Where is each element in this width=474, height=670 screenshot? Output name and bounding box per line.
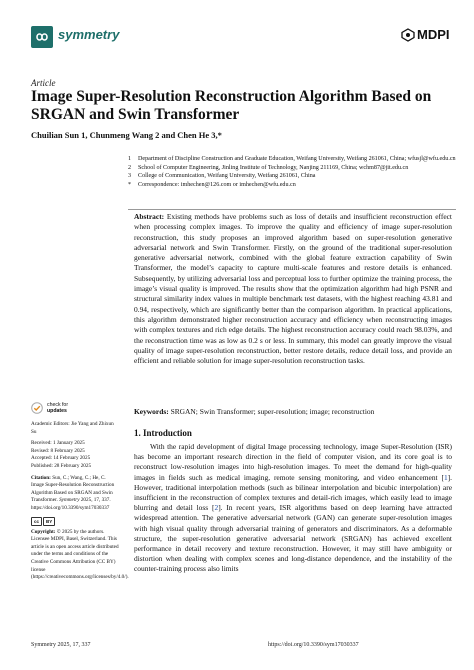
affiliation-number: 2 — [128, 164, 132, 171]
date-accepted: Accepted: 14 February 2025 — [31, 455, 91, 462]
article-type: Article — [31, 78, 56, 88]
journal-name: symmetry — [58, 27, 120, 42]
journal-logo-icon — [31, 26, 53, 48]
keywords-label: Keywords: — [134, 407, 169, 416]
affiliation-number: 1 — [128, 156, 132, 162]
copyright — [31, 517, 129, 582]
correspondence-text: Correspondence: imhechen@126.com or imhechen@wfu.edu.cn — [138, 181, 296, 188]
keywords-text: SRGAN; Swin Transformer; super-resolution; image; reconstruction — [170, 407, 375, 416]
intro-text-1: With the rapid development of digital Image processing technology, image Super-Resolution (ISR) has become an important research direction in the field of computer vision, and its core goal is to reconstruct low-resolution images into high-resolution images. To meet the demand for high-quality images in fields such as medical imaging, remote sensing monitoring, and video enhancement [ — [134, 442, 452, 482]
cc-icon: cc — [31, 517, 42, 526]
affiliation-text: Department of Discipline Construction and Graduate Education, Weifang University, Weifang 261061, China; wfusjl@wfu.edu.cn — [138, 156, 456, 162]
dates — [31, 440, 119, 470]
citation-doi[interactable]: 2025, 17, 337. https://doi.org/10.3390/sym17030337 — [31, 497, 111, 511]
mdpi-logo-icon — [401, 28, 415, 42]
divider — [128, 209, 456, 210]
citation — [31, 475, 119, 513]
cc-by-license-icon[interactable] — [31, 517, 119, 526]
by-icon: BY — [43, 517, 55, 526]
mdpi-logo — [401, 27, 450, 42]
paper-title: Image Super-Resolution Reconstruction Algorithm Based on SRGAN and Swin Transformer — [31, 88, 432, 123]
footer-journal-ref: Symmetry 2025, 17, 337 — [31, 642, 91, 648]
authors-text: Chuilian Sun 1, Chunmeng Wang 2 and Chen He 3,* — [31, 130, 222, 140]
abstract — [134, 212, 452, 366]
copyright-label: Copyright: — [31, 528, 56, 535]
check-updates-line2: updates — [47, 408, 67, 414]
affiliation-text: College of Communication, Weifang University, Weifang 261061, China — [138, 173, 316, 180]
citation-text: Sun, C.; Wang, C.; He, C. Image Super-Resolution Reconstruction Algorithm Based on SRGAN and Swin Transformer. — [31, 474, 115, 504]
reference-link-1[interactable]: 1 — [443, 472, 448, 482]
abstract-text: Existing methods have problems such as loss of details and insufficient reconstruction effect when processing complex images. To improve the quality and efficiency of image super-resolution reconstruction, this study proposes an improved algorithm based on super-resolution generative adversarial network and Swin Transformer. Firstly, on the ground of the traditional super-resolution generative adversarial network, combined with the global feature extraction capability of Swin Transformer, the model’s capacity to capture multi-scale features and restore details is enhanced. Subsequently, by utilizing adversarial loss and perceptual loss to further optimize the training process, the image’s visual quality is improved. The results show that the optimization algorithm had high PSNR and structural similarity index values in multiple benchmark test datasets, with the highest reaching 43.81 and 0.94, respectively, which are significantly better than the comparison algorithm. In practical applications, this algorithm demonstrated higher reconstruction accuracy and efficiency when reconstructing images with complex textures and rich edge details. The highest reconstruction accuracy could reach 98.03%, and the reconstruction time was as low as 0.2 s or less. In summary, this model can greatly improve the visual quality of image super-resolution reconstruction, better restore details, reduce detail loss, and provide an efficient and reliable solution for image super-resolution reconstruction tasks. — [134, 212, 452, 366]
section-heading: 1. Introduction — [134, 428, 192, 438]
date-received: Received: 1 January 2025 — [31, 440, 85, 447]
abstract-label: Abstract: — [134, 212, 165, 221]
keywords — [134, 407, 452, 417]
footer-doi-link[interactable]: https://doi.org/10.3390/sym17030337 — [268, 642, 359, 648]
date-published: Published: 28 February 2025 — [31, 462, 92, 469]
affiliation-text: School of Computer Engineering, Jinling Institute of Technology, Nanjing 211169, China; wchm87@jit.edu.cn — [138, 164, 409, 171]
date-revised: Revised: 8 February 2025 — [31, 447, 85, 454]
intro-text-2: ]. However, traditional interpolation methods (such as bilinear interpolation and bicubic interpolation) are insufficient in the reconstruction of complex textures and detail-rich images, which easily lead to image blurring and detail loss [ — [134, 472, 452, 513]
affiliation-1 — [128, 155, 458, 164]
reference-link-2[interactable]: 2 — [214, 503, 219, 513]
affiliation-3 — [128, 172, 458, 181]
copyright-text: © 2025 by the authors. Licensee MDPI, Basel, Switzerland. This article is an open access article distributed under the terms and conditions of the Creative Commons Attribution (CC BY) license (https://creativecommons.org/licenses/by/4.0/). — [31, 528, 129, 581]
academic-editors: Academic Editors: Jie Yang and Zhixun Su — [31, 421, 114, 435]
check-for-updates-button[interactable] — [31, 402, 68, 414]
affiliation-number: * — [128, 181, 132, 188]
correspondence — [128, 181, 458, 190]
citation-journal: Symmetry — [59, 497, 80, 504]
affiliations — [128, 155, 458, 189]
check-updates-icon — [31, 402, 43, 414]
affiliation-2 — [128, 164, 458, 173]
intro-text-3: ]. In recent years, ISR algorithms based on deep learning have attracted widespread attention. The generative adversarial network (GAN) can generate super-resolution images with high visual quality through adversarial training of generators and discriminators. As a deformable structure, the super-resolution generative adversarial network (SRGAN) has achieved excellent performance in detail recovery and texture reconstruction. However, it may still have ambiguity or distortion when dealing with complex scenes and long-distance dependence, and the instability of the counter-training process also limits — [134, 503, 452, 574]
publisher-name: MDPI — [417, 27, 450, 42]
article-info-sidebar — [31, 421, 129, 586]
affiliation-number: 3 — [128, 173, 132, 180]
intro-paragraph — [134, 442, 452, 575]
check-updates-line1: check for — [47, 402, 69, 408]
author-list — [31, 130, 222, 140]
citation-label: Citation: — [31, 474, 51, 481]
